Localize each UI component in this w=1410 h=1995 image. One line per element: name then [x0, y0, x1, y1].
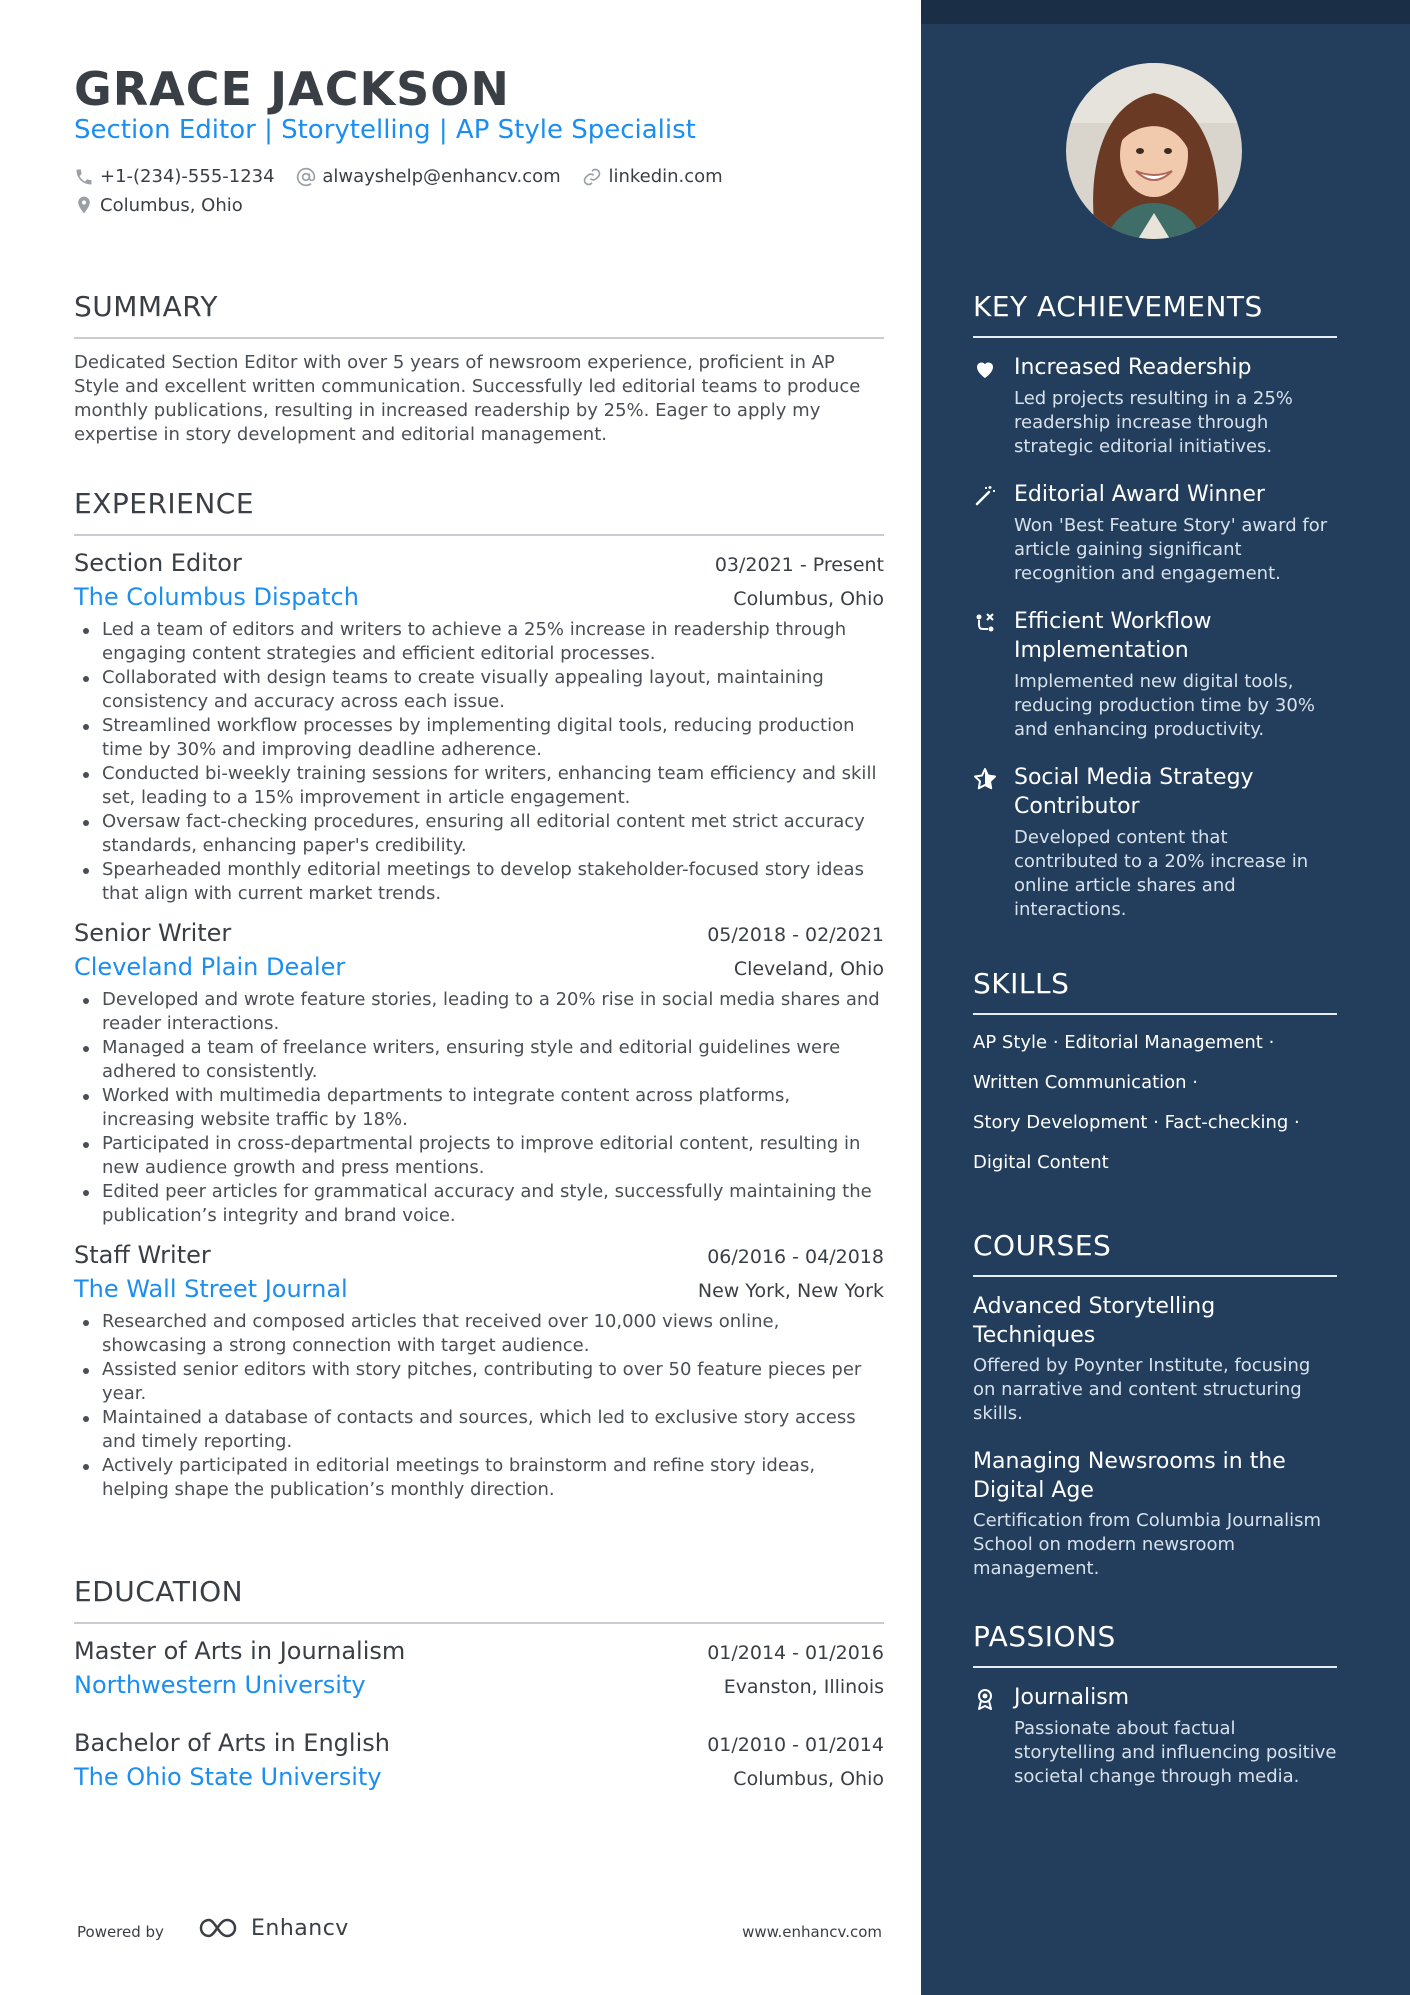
passions-title: PASSIONS	[973, 1620, 1337, 1668]
education-entry	[74, 1634, 884, 1702]
at-sign-icon	[296, 167, 316, 187]
achievement-title: Editorial Award Winner	[1014, 482, 1265, 507]
experience-title: EXPERIENCE	[74, 487, 884, 536]
skill-line: Story Development · Fact-checking ·	[973, 1112, 1300, 1133]
achievement-title: Increased Readership	[1014, 355, 1252, 380]
job-entry	[74, 546, 884, 906]
workflow-icon	[973, 611, 997, 635]
job-company: The Columbus Dispatch	[74, 583, 359, 611]
job-bullet: Oversaw fact-checking procedures, ensuring all editorial content met strict accuracy standards, enhancing paper's credibility.	[74, 810, 884, 858]
job-dates: 03/2021 - Present	[714, 554, 884, 576]
job-bullet: Spearheaded monthly editorial meetings to develop stakeholder-focused story ideas that align with current market trends.	[74, 858, 884, 906]
education-location: Evanston, Illinois	[723, 1676, 884, 1698]
job-bullet: Assisted senior editors with story pitches, contributing to over 50 feature pieces per year.	[74, 1358, 884, 1406]
job-entry	[74, 1238, 884, 1502]
contact-linkedin[interactable]	[582, 163, 722, 190]
phone-icon	[74, 167, 94, 187]
enhancv-brand-text: Enhancv	[251, 1915, 349, 1941]
job-entry	[74, 916, 884, 1228]
job-role: Section Editor	[74, 549, 242, 577]
contact-phone	[74, 163, 275, 190]
location-text: Columbus, Ohio	[100, 194, 243, 216]
summary-text: Dedicated Section Editor with over 5 years of newsroom experience, proficient in AP Style and excellent written communication. Successfully led editorial teams to produce monthly publications, resulting in increased readership by 25%. Eager to apply my expertise in story development and editorial management.	[74, 352, 861, 445]
job-bullet: Actively participated in editorial meetings to brainstorm and refine story ideas, helping shape the publication’s monthly direction.	[74, 1454, 884, 1502]
job-bullets	[74, 1310, 884, 1502]
skill-line: AP Style · Editorial Management ·	[973, 1032, 1275, 1053]
education-degree: Bachelor of Arts in English	[74, 1729, 390, 1757]
job-bullet: Participated in cross-departmental projects to improve editorial content, resulting in new audience growth and press mentions.	[74, 1132, 884, 1180]
education-location: Columbus, Ohio	[733, 1768, 884, 1790]
experience-section	[74, 487, 884, 1502]
contact-email[interactable]	[296, 163, 560, 190]
location-pin-icon	[74, 195, 94, 215]
sidebar	[921, 0, 1410, 1995]
sidebar-top-bar	[921, 0, 1410, 24]
job-bullet: Maintained a database of contacts and sources, which led to exclusive story access and timely reporting.	[74, 1406, 884, 1454]
education-dates: 01/2014 - 01/2016	[707, 1642, 884, 1664]
achievements-section	[973, 290, 1337, 922]
passion-desc: Passionate about factual storytelling and influencing positive societal change through media.	[1014, 1718, 1337, 1787]
education-section	[74, 1575, 884, 1794]
job-company: Cleveland Plain Dealer	[74, 953, 346, 981]
achievement-desc: Implemented new digital tools, reducing production time by 30% and enhancing productivity.	[1014, 671, 1315, 740]
job-bullet: Worked with multimedia departments to integrate content across platforms, increasing website traffic by 18%.	[74, 1084, 884, 1132]
linkedin-text: linkedin.com	[608, 166, 723, 187]
job-bullets	[74, 618, 884, 906]
achievement-desc: Won 'Best Feature Story' award for article gaining significant recognition and engagement.	[1014, 515, 1328, 584]
footer-website[interactable]: www.enhancv.com	[742, 1923, 882, 1941]
footer	[77, 1913, 882, 1953]
course-desc: Certification from Columbia Journalism School on modern newsroom management.	[973, 1510, 1322, 1579]
course-item	[973, 1292, 1337, 1426]
summary-section	[74, 290, 884, 447]
award-ribbon-icon	[973, 1687, 997, 1711]
job-bullet: Conducted bi-weekly training sessions for writers, enhancing team efficiency and skill set, leading to a 15% improvement in article engagement.	[74, 762, 884, 810]
candidate-name: GRACE JACKSON	[74, 62, 510, 116]
courses-section	[973, 1229, 1337, 1581]
skill-line: Written Communication ·	[973, 1072, 1199, 1093]
job-dates: 05/2018 - 02/2021	[707, 924, 884, 946]
job-role: Staff Writer	[74, 1241, 211, 1269]
education-school: Northwestern University	[74, 1671, 366, 1699]
job-location: New York, New York	[697, 1280, 884, 1302]
achievements-title: KEY ACHIEVEMENTS	[973, 290, 1337, 338]
achievement-title: Efficient Workflow Implementation	[1014, 609, 1212, 663]
job-bullet: Developed and wrote feature stories, leading to a 20% rise in social media shares and reader interactions.	[74, 988, 884, 1036]
skills-list	[973, 1025, 1337, 1185]
education-degree: Master of Arts in Journalism	[74, 1637, 406, 1665]
passions-section	[973, 1620, 1337, 1789]
profile-photo-illustration	[1066, 63, 1242, 239]
course-title: Advanced Storytelling Techniques	[973, 1294, 1216, 1348]
contact-location	[74, 192, 243, 219]
job-company: The Wall Street Journal	[74, 1275, 348, 1303]
job-bullet: Led a team of editors and writers to achieve a 25% increase in readership through engaging content strategies and efficient editorial processes.	[74, 618, 884, 666]
job-bullet: Edited peer articles for grammatical accuracy and style, successfully maintaining the publication’s integrity and brand voice.	[74, 1180, 884, 1228]
job-bullet: Managed a team of freelance writers, ensuring style and editorial guidelines were adhered to consistently.	[74, 1036, 884, 1084]
job-bullet: Researched and composed articles that received over 10,000 views online, showcasing a strong connection with target audience.	[74, 1310, 884, 1358]
course-desc: Offered by Poynter Institute, focusing on narrative and content structuring skills.	[973, 1355, 1311, 1424]
summary-title: SUMMARY	[74, 290, 884, 339]
phone-text: +1-(234)-555-1234	[100, 166, 275, 187]
job-location: Cleveland, Ohio	[733, 958, 884, 980]
achievement-desc: Led projects resulting in a 25% readership increase through strategic editorial initiatives.	[1014, 388, 1293, 457]
job-dates: 06/2016 - 04/2018	[707, 1246, 884, 1268]
achievement-desc: Developed content that contributed to a 20% increase in online article shares and interactions.	[1014, 827, 1309, 920]
email-text: alwayshelp@enhancv.com	[322, 166, 561, 187]
enhancv-logo[interactable]	[197, 1915, 349, 1941]
skill-line: Digital Content	[973, 1152, 1109, 1173]
skills-title: SKILLS	[973, 967, 1337, 1015]
profile-photo	[1066, 63, 1242, 239]
magic-wand-icon	[973, 484, 997, 508]
passion-item	[973, 1683, 1337, 1789]
enhancv-logo-icon	[197, 1915, 245, 1941]
candidate-headline: Section Editor | Storytelling | AP Style Specialist	[74, 115, 696, 145]
job-bullet: Streamlined workflow processes by implementing digital tools, reducing production time by 30% and improving deadline adherence.	[74, 714, 884, 762]
course-title: Managing Newsrooms in the Digital Age	[973, 1449, 1286, 1503]
achievement-title: Social Media Strategy Contributor	[1014, 765, 1254, 819]
achievement-item	[973, 480, 1337, 586]
star-icon	[973, 767, 997, 791]
course-item	[973, 1447, 1337, 1581]
powered-by-label: Powered by	[77, 1923, 164, 1941]
link-icon	[582, 167, 602, 187]
education-entry	[74, 1726, 884, 1794]
contact-info	[74, 163, 884, 220]
education-title: EDUCATION	[74, 1575, 884, 1624]
education-dates: 01/2010 - 01/2014	[707, 1734, 884, 1756]
passion-title: Journalism	[1014, 1685, 1130, 1710]
heart-icon	[973, 357, 997, 381]
skills-section	[973, 967, 1337, 1185]
achievement-item	[973, 763, 1337, 922]
achievement-item	[973, 353, 1337, 459]
courses-title: COURSES	[973, 1229, 1337, 1277]
job-bullet: Collaborated with design teams to create visually appealing layout, maintaining consistency and accuracy across each issue.	[74, 666, 884, 714]
job-bullets	[74, 988, 884, 1228]
job-role: Senior Writer	[74, 919, 232, 947]
achievement-item	[973, 607, 1337, 742]
education-school: The Ohio State University	[74, 1763, 382, 1791]
job-location: Columbus, Ohio	[733, 588, 884, 610]
